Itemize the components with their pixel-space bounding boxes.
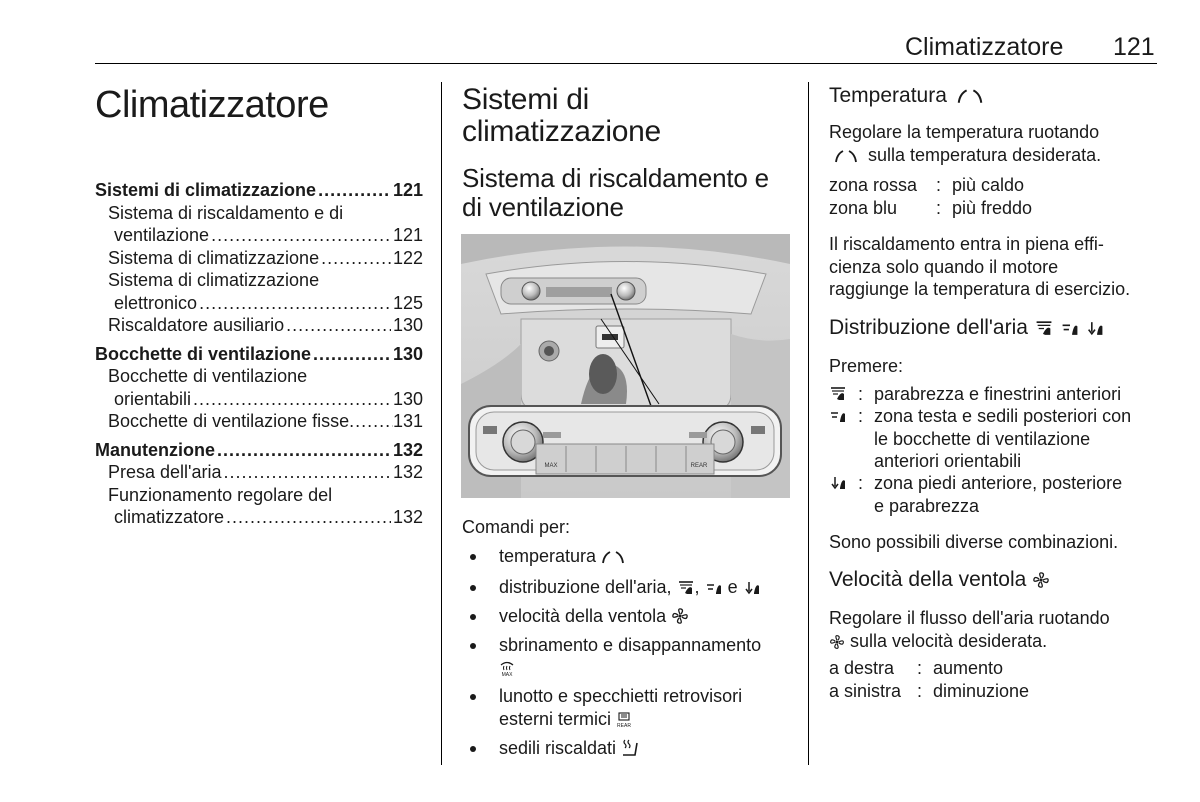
toc-entry[interactable]: Presa dell'aria ..... 132	[95, 461, 423, 484]
subsection-heading: Sistema di riscaldamento e di ventilazione	[462, 163, 769, 222]
windshield-air-icon	[677, 579, 695, 596]
windshield-air-icon	[829, 385, 847, 402]
press-label: Premere:	[829, 356, 904, 376]
toc-entry[interactable]: Bocchette di ventilazione	[108, 366, 308, 386]
heating-efficiency-note: Il riscaldamento entra in piena effi- cienza solo quando il motore raggiunge la temperatura di esercizio.	[829, 234, 1131, 299]
toc-entry[interactable]: Funzionamento regolare del	[108, 484, 333, 505]
feet-air-icon	[1085, 319, 1105, 337]
toc-entry[interactable]: Bocchette di ventilazione fisse ..... 131	[95, 410, 423, 433]
feet-air-icon	[829, 474, 847, 491]
temperature-icon	[953, 87, 987, 105]
rear-button-label: REAR	[690, 463, 708, 469]
temperature-heading: Temperatura	[829, 84, 987, 108]
toc-entry[interactable]: Manutenzione ..... 132	[95, 439, 423, 462]
temperature-icon	[601, 549, 625, 565]
toc-entry[interactable]: Sistemi di climatizzazione ..... 121	[95, 179, 423, 202]
windshield-air-icon	[1034, 319, 1054, 337]
toc-entry[interactable]: orientabili ..... 130	[95, 388, 423, 411]
temperature-paragraph: Regolare la temperatura ruotando sulla temperatura desiderata.	[829, 122, 1102, 165]
toc-entry[interactable]: climatizzatore ..... 132	[95, 506, 423, 529]
section-heading: Sistemi di climatizzazione	[462, 83, 661, 148]
heated-seat-icon	[621, 738, 639, 757]
chapter-title: Climatizzatore	[95, 84, 329, 126]
head-air-icon	[705, 579, 723, 596]
feet-air-icon	[743, 579, 761, 596]
running-header-title: Climatizzatore	[905, 33, 1064, 61]
fan-speed-heading: Velocità della ventola	[829, 568, 1050, 592]
toc-entry[interactable]: ventilazione ..... 121	[95, 224, 423, 247]
toc-entry[interactable]: Riscaldatore ausiliario ..... 130	[95, 314, 423, 337]
fan-speed-paragraph: Regolare il flusso dell'aria ruotando sulla velocità desiderata.	[829, 608, 1110, 651]
svg-text:MAX: MAX	[501, 671, 513, 677]
controls-intro: Comandi per:	[462, 517, 571, 537]
column-divider-right	[808, 82, 809, 765]
fan-icon	[1032, 571, 1050, 589]
page-number: 121	[1113, 33, 1155, 61]
header-rule	[95, 63, 1157, 64]
climate-control-panel-photo	[461, 234, 790, 498]
fan-icon	[671, 607, 689, 625]
rear-defrost-icon	[616, 712, 632, 728]
toc-entry[interactable]: Sistema di climatizzazione	[108, 270, 320, 290]
column-divider-left	[441, 82, 442, 765]
head-air-icon	[1060, 319, 1080, 337]
table-of-contents	[95, 179, 423, 529]
air-distribution-heading: Distribuzione dell'aria	[829, 316, 1105, 340]
combinations-note: Sono possibili diverse combinazioni.	[829, 532, 1119, 552]
max-button-label: MAX	[544, 463, 558, 469]
temperature-icon	[829, 148, 863, 164]
defrost-max-icon	[499, 661, 515, 677]
toc-entry[interactable]: Bocchette di ventilazione ..... 130	[95, 343, 423, 366]
fan-icon	[829, 634, 845, 650]
toc-entry[interactable]: Sistema di climatizzazione ..... 122	[95, 247, 423, 270]
toc-entry[interactable]: elettronico ..... 125	[95, 292, 423, 315]
head-air-icon	[829, 407, 847, 424]
toc-entry[interactable]: Sistema di riscaldamento e di	[108, 202, 344, 223]
svg-text:REAR: REAR	[617, 722, 631, 728]
